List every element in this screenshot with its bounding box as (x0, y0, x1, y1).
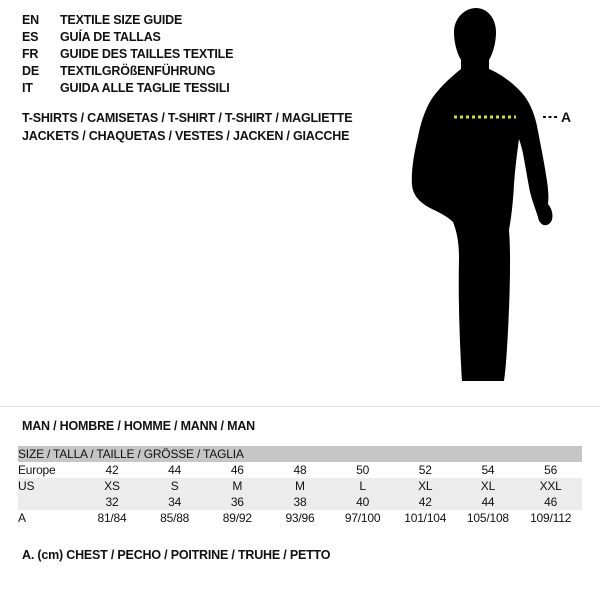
size-cell: 48 (293, 463, 307, 477)
list-item (22, 29, 233, 46)
language-code: IT (22, 81, 33, 95)
size-cell: 46 (544, 495, 558, 509)
size-cell: 52 (418, 463, 432, 477)
size-table-header: SIZE / TALLA / TAILLE / GRÖSSE / TAGLIA (18, 446, 582, 462)
language-code: EN (22, 13, 39, 27)
size-cell: 54 (481, 463, 495, 477)
table-row-numeric (18, 494, 582, 510)
section-title-man: MAN / HOMBRE / HOMME / MANN / MAN (22, 419, 255, 433)
garment-categories (22, 109, 352, 145)
measurement-footnote: A. (cm) CHEST / PECHO / POITRINE / TRUHE / PETTO (22, 548, 331, 562)
language-guide-list (22, 12, 233, 97)
size-cell: 85/88 (160, 511, 190, 525)
size-cell: 97/100 (344, 511, 381, 525)
size-cell: 32 (105, 495, 119, 509)
size-cell: 42 (105, 463, 119, 477)
row-label (18, 494, 81, 510)
size-cell: XL (480, 479, 496, 493)
size-cell: 38 (293, 495, 307, 509)
language-label: GUÍA DE TALLAS (60, 30, 161, 44)
size-cell: 56 (544, 463, 558, 477)
table-row-us (18, 478, 582, 494)
size-cell: 36 (230, 495, 244, 509)
size-cell: 42 (418, 495, 432, 509)
category-line-jackets: JACKETS / CHAQUETAS / VESTES / JACKEN / GIACCHE (22, 129, 350, 143)
size-cell: M (295, 479, 305, 493)
size-cell: 101/104 (404, 511, 447, 525)
row-label: Europe (18, 463, 56, 477)
size-cell: L (359, 479, 366, 493)
table-row-chest (18, 510, 582, 526)
language-label: TEXTILE SIZE GUIDE (60, 13, 183, 27)
language-label: GUIDA ALLE TAGLIE TESSILI (60, 81, 230, 95)
size-cell: 93/96 (285, 511, 315, 525)
language-code: DE (22, 64, 39, 78)
size-cell: 34 (168, 495, 182, 509)
size-cell: S (170, 479, 179, 493)
size-cell: 109/112 (530, 511, 572, 525)
row-label: US (18, 479, 35, 493)
size-cell: 81/84 (97, 511, 127, 525)
language-label: TEXTILGRÖßENFÜHRUNG (60, 64, 216, 78)
list-item (22, 12, 233, 29)
language-code: FR (22, 47, 39, 61)
list-item (22, 63, 233, 80)
measure-label-a: A (561, 109, 572, 125)
size-cell: 46 (230, 463, 244, 477)
size-cell: XS (104, 479, 120, 493)
size-cell: 40 (356, 495, 370, 509)
size-cell: 89/92 (222, 511, 252, 525)
size-cell: 44 (481, 495, 495, 509)
row-label: A (18, 511, 26, 525)
language-label: GUIDE DES TAILLES TEXTILE (60, 47, 234, 61)
category-line-tshirts: T-SHIRTS / CAMISETAS / T-SHIRT / T-SHIRT / MAGLIETTE (22, 111, 353, 125)
man-silhouette-figure (398, 8, 575, 390)
list-item (22, 80, 233, 97)
list-item (22, 46, 233, 63)
language-code: ES (22, 30, 39, 44)
table-row-europe (18, 462, 582, 478)
man-silhouette-shape (412, 8, 553, 381)
size-cell: XXL (539, 479, 562, 493)
size-table (18, 446, 582, 526)
size-cell: 105/108 (466, 511, 509, 525)
divider-line (0, 406, 600, 407)
man-silhouette-svg (398, 8, 575, 390)
size-cell: 44 (168, 463, 182, 477)
size-cell: XL (418, 479, 433, 493)
size-cell: 50 (356, 463, 370, 477)
size-cell: M (232, 479, 243, 493)
table-header-row (18, 446, 582, 462)
